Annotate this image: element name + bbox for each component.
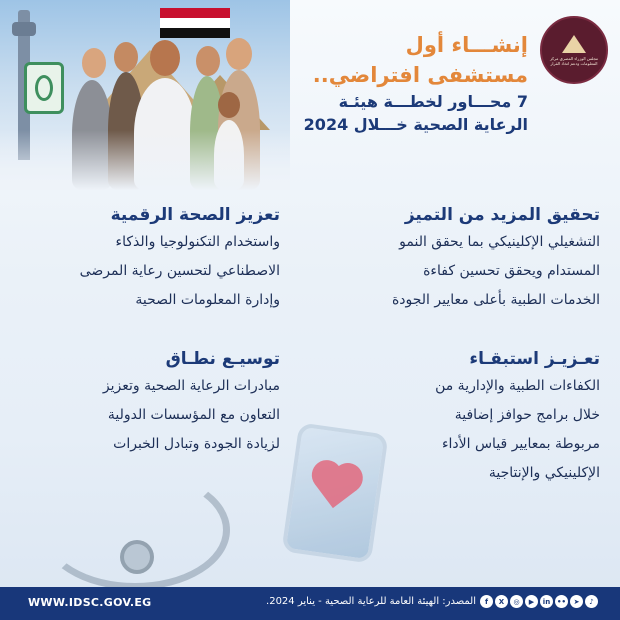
- flickr-icon[interactable]: ••: [555, 595, 568, 608]
- section-line: لزيادة الجودة وتبادل الخبرات: [113, 436, 280, 452]
- section-line: خلال برامج حوافز إضافية: [454, 407, 600, 423]
- section-title: توسيـع نطـاق: [165, 349, 280, 369]
- section-retention: [320, 346, 600, 488]
- person-head: [82, 48, 106, 78]
- person-head: [196, 46, 220, 76]
- section-line: الخدمات الطبية بأعلى معايير الجودة: [391, 292, 600, 308]
- section-line: الاصطناعي لتحسين رعاية المرضى: [79, 263, 280, 279]
- source-note: المصدر: الهيئة العامة للرعاية الصحية - يناير 2024.: [266, 596, 476, 607]
- headline-line-1: إنشـــاء أول: [405, 33, 528, 57]
- idsc-logo: [540, 16, 608, 84]
- section-line: وإدارة المعلومات الصحية: [135, 292, 280, 308]
- section-title: تعزيز الصحة الرقمية: [110, 205, 280, 225]
- section-line: التعاون مع المؤسسات الدولية: [107, 407, 280, 423]
- subheadline-line-1: 7 محـــاور لخطـــة هيئـة: [338, 92, 528, 111]
- headline: [298, 30, 528, 136]
- section-line: واستخدام التكنولوجيا والذكاء: [115, 234, 280, 250]
- section-digital-health: [10, 202, 280, 315]
- section-line: مبادرات الرعاية الصحية وتعزيز: [102, 378, 280, 394]
- hero-photo: [0, 0, 290, 190]
- x-icon[interactable]: X: [495, 595, 508, 608]
- health-authority-logo: [24, 62, 64, 114]
- youtube-icon[interactable]: ▶: [525, 595, 538, 608]
- logo-text: مجلس الوزراء المصري مركز المعلومات ودعم اتخاذ القرار: [549, 55, 599, 66]
- telegram-icon[interactable]: ➤: [570, 595, 583, 608]
- tiktok-icon[interactable]: ♪: [585, 595, 598, 608]
- person-head: [226, 38, 252, 70]
- section-title: تحقيق المزيد من التميز: [404, 205, 600, 225]
- section-excellence: [320, 202, 600, 315]
- person-head: [150, 40, 180, 76]
- section-line: المستدام ويحقق تحسين كفاءة: [423, 263, 600, 279]
- instagram-icon[interactable]: ◎: [510, 595, 523, 608]
- section-line: التشغيلي الإكلينيكي بما يحقق النمو: [399, 234, 600, 250]
- subheadline-line-2: الرعاية الصحية خـــلال 2024: [303, 115, 528, 134]
- person-head: [114, 42, 138, 72]
- section-scope-expansion: [10, 346, 280, 459]
- person-head: [218, 92, 240, 118]
- headline-line-2: مستشفى افتراضي..: [312, 63, 528, 87]
- section-title: تعـزيـز استبقـاء: [469, 349, 600, 369]
- egypt-flag-icon: [160, 8, 230, 38]
- website-link[interactable]: WWW.IDSC.GOV.EG: [28, 596, 152, 609]
- linkedin-icon[interactable]: in: [540, 595, 553, 608]
- section-line: الإكلينيكي والإنتاجية: [488, 465, 600, 481]
- facebook-icon[interactable]: f: [480, 595, 493, 608]
- pyramid-icon: [562, 35, 586, 53]
- section-line: الكفاءات الطبية والإدارية من: [435, 378, 600, 394]
- stethoscope-chestpiece: [120, 540, 154, 574]
- social-icons: [480, 595, 598, 608]
- hero-fade: [0, 130, 290, 190]
- section-line: مربوطة بمعايير قياس الأداء: [441, 436, 600, 452]
